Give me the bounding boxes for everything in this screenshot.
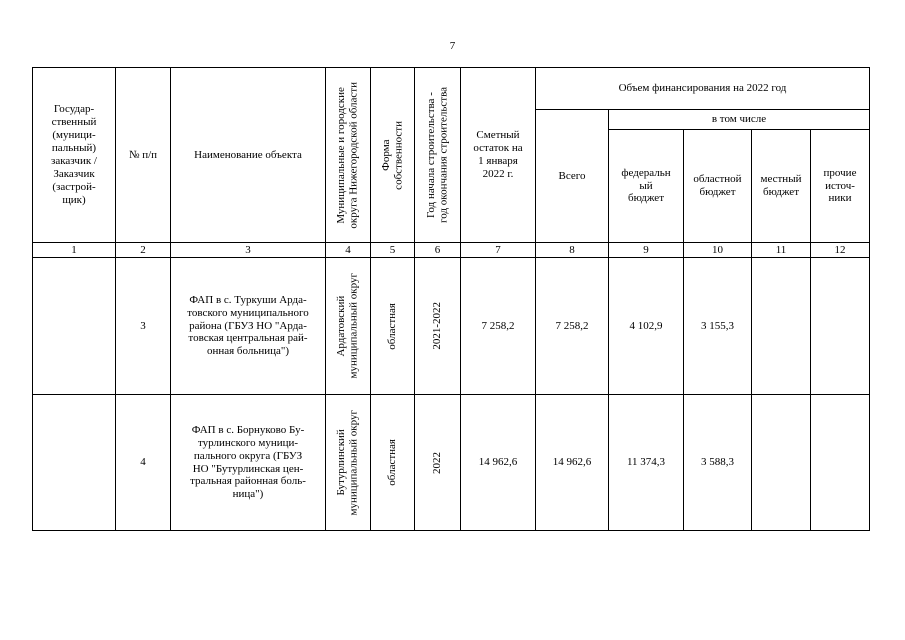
customer-cell (33, 258, 116, 395)
header-object-name: Наименование объекта (171, 68, 326, 243)
header-customer: Государ- ственный (муници- пальный) заказчик / Заказчик (застрой- щик) (33, 68, 116, 243)
district-cell: Ардатовский муниципальный округ (326, 258, 371, 395)
header-balance: Сметный остаток на 1 января 2022 г. (461, 68, 536, 243)
years-cell: 2022 (415, 395, 461, 531)
column-number: 6 (415, 243, 461, 258)
column-number: 5 (371, 243, 415, 258)
header-ownership: Форма собственности (371, 68, 415, 243)
row-number: 3 (116, 258, 171, 395)
header-total: Всего (536, 110, 609, 243)
local-cell (752, 395, 811, 531)
page-number: 7 (449, 40, 456, 52)
total-cell: 7 258,2 (536, 258, 609, 395)
column-number: 3 (171, 243, 326, 258)
regional-cell: 3 155,3 (684, 258, 752, 395)
years-cell: 2021-2022 (415, 258, 461, 395)
row-number: 4 (116, 395, 171, 531)
header-local: местный бюджет (752, 130, 811, 243)
column-number: 12 (811, 243, 870, 258)
column-number: 10 (684, 243, 752, 258)
header-district: Муниципальные и городские округа Нижегородской области (326, 68, 371, 243)
header-years: Год начала строительства - год окончания строительства (415, 68, 461, 243)
federal-cell: 4 102,9 (609, 258, 684, 395)
column-number: 1 (33, 243, 116, 258)
other-cell (811, 395, 870, 531)
customer-cell (33, 395, 116, 531)
district-cell: Бутурлинский муниципальный округ (326, 395, 371, 531)
column-number: 7 (461, 243, 536, 258)
column-number: 11 (752, 243, 811, 258)
header-including: в том числе (609, 110, 870, 130)
object-name: ФАП в с. Туркуши Арда- товского муниципального района (ГБУЗ НО "Арда- товская центральная рай- онная больница") (171, 258, 326, 395)
total-cell: 14 962,6 (536, 395, 609, 531)
local-cell (752, 258, 811, 395)
balance-cell: 7 258,2 (461, 258, 536, 395)
table-row (33, 395, 870, 531)
financing-table (32, 67, 870, 531)
column-numbers-row (33, 243, 870, 258)
header-number: № п/п (116, 68, 171, 243)
regional-cell: 3 588,3 (684, 395, 752, 531)
header-federal: федеральн ый бюджет (609, 130, 684, 243)
header-regional: областной бюджет (684, 130, 752, 243)
header-funding-group: Объем финансирования на 2022 год (536, 68, 870, 110)
table-row (33, 258, 870, 395)
column-number: 4 (326, 243, 371, 258)
object-name: ФАП в с. Борнуково Бу- турлинского муници- пального округа (ГБУЗ НО "Бутурлинская цен- тральная районная боль- ница") (171, 395, 326, 531)
column-number: 8 (536, 243, 609, 258)
ownership-cell: областная (371, 258, 415, 395)
federal-cell: 11 374,3 (609, 395, 684, 531)
balance-cell: 14 962,6 (461, 395, 536, 531)
other-cell (811, 258, 870, 395)
header-other: прочие источ- ники (811, 130, 870, 243)
column-number: 2 (116, 243, 171, 258)
column-number: 9 (609, 243, 684, 258)
ownership-cell: областная (371, 395, 415, 531)
